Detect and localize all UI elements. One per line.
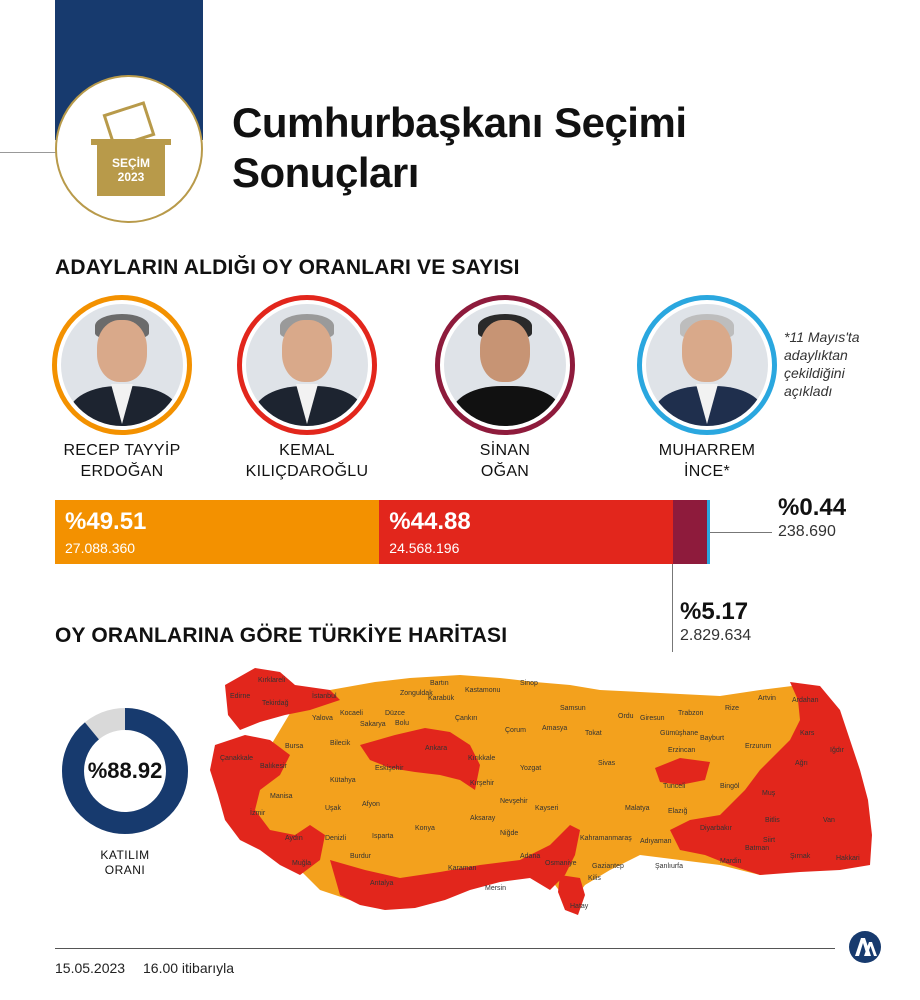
- province-label: Denizli: [325, 835, 347, 842]
- candidate-name-line2: KILIÇDAROĞLU: [245, 463, 369, 480]
- vote-share-bar: [55, 500, 710, 564]
- ogan-connector: [672, 564, 673, 652]
- note-line2: adaylıktan: [784, 347, 848, 363]
- province-label: Yozgat: [520, 765, 542, 772]
- province-label: Ardahan: [792, 697, 819, 704]
- province-label: Elazığ: [668, 808, 688, 815]
- province-label: Samsun: [560, 705, 586, 712]
- province-label: Batman: [745, 845, 770, 852]
- province-label: Balıkesir: [260, 763, 287, 770]
- province-label: Hatay: [570, 903, 589, 910]
- province-label: Aydın: [285, 835, 303, 842]
- note-line3: çekildiğini: [784, 365, 845, 381]
- candidate-photo-ince: [637, 295, 777, 435]
- province-label: Sivas: [598, 760, 616, 767]
- candidate-name-line1: KEMAL: [279, 442, 335, 459]
- bar-label-ince-pct: %0.44: [778, 494, 847, 521]
- aa-agency-logo: [848, 930, 882, 964]
- turnout-caption-line2: ORANI: [104, 863, 146, 877]
- bar-label-kilicdaroglu-pct: %44.88: [389, 508, 471, 535]
- province-label: İstanbul: [312, 693, 337, 700]
- turnout-caption: [60, 848, 190, 878]
- province-label: Osmaniye: [545, 860, 577, 867]
- province-label: Adana: [520, 853, 541, 860]
- bar-segment-ogan: [673, 500, 707, 564]
- province-label: Kırşehir: [470, 780, 495, 787]
- province-label: Sakarya: [360, 721, 386, 728]
- province-label: Düzce: [385, 710, 405, 717]
- province-label: Burdur: [350, 853, 372, 860]
- province-label: Iğdır: [830, 747, 845, 754]
- footer-rule: [55, 948, 835, 949]
- candidate-photo-kilicdaroglu: [237, 295, 377, 435]
- candidate-name-line2: ERDOĞAN: [80, 463, 164, 480]
- province-label: Tekirdağ: [262, 700, 289, 707]
- candidate-name-line1: MUHARREM: [658, 442, 756, 459]
- province-label: Siirt: [763, 837, 776, 844]
- province-label: Kilis: [588, 875, 601, 882]
- candidate-photo-erdogan: [52, 295, 192, 435]
- header-rule: [0, 152, 60, 153]
- section-title-candidates: ADAYLARIN ALDIĞI OY ORANLARI VE SAYISI: [55, 256, 520, 279]
- province-label: Mardin: [720, 858, 742, 865]
- logo-text-line1: SEÇİM: [111, 156, 150, 170]
- province-label: Bartın: [430, 680, 449, 687]
- candidate-name-kilicdaroglu: [222, 440, 392, 482]
- province-label: Bursa: [285, 743, 304, 750]
- province-label: Tokat: [585, 730, 602, 737]
- page-title: [232, 98, 686, 198]
- province-label: Kastamonu: [465, 687, 501, 694]
- province-label: Bitlis: [765, 817, 780, 824]
- withdrawal-note: [784, 328, 894, 400]
- province-label: Artvin: [758, 695, 776, 702]
- province-label: Karabük: [428, 695, 455, 702]
- bar-label-ogan-votes: 2.829.634: [680, 627, 752, 644]
- turnout-value: %88.92: [87, 758, 163, 783]
- province-label: Bayburt: [700, 735, 725, 742]
- province-label: Antalya: [370, 880, 394, 887]
- note-line1: *11 Mayıs'ta: [784, 329, 860, 345]
- province-label: Çankırı: [455, 715, 478, 722]
- province-label: Ordu: [618, 713, 634, 720]
- province-label: Isparta: [372, 833, 394, 840]
- province-label: Trabzon: [678, 710, 704, 717]
- candidate-name-erdogan: [37, 440, 207, 482]
- province-label: Muğla: [292, 860, 312, 867]
- province-label: Muş: [762, 790, 776, 797]
- province-label: Kütahya: [330, 777, 356, 784]
- province-label: Van: [823, 817, 835, 824]
- province-label: Kayseri: [535, 805, 559, 812]
- province-label: Eskişehir: [375, 765, 404, 772]
- candidate-name-ogan: [420, 440, 590, 482]
- turkey-results-map: [200, 660, 880, 925]
- candidate-name-ince: [622, 440, 792, 482]
- province-label: Tunceli: [663, 783, 686, 790]
- province-label: Aksaray: [470, 815, 496, 822]
- title-line1: Cumhurbaşkanı Seçimi: [232, 99, 687, 146]
- province-label: Erzurum: [745, 743, 772, 750]
- province-label: Niğde: [500, 830, 519, 837]
- province-label: İzmir: [250, 810, 266, 817]
- province-label: Amasya: [542, 725, 568, 732]
- election-logo: [55, 75, 203, 223]
- province-label: Sinop: [520, 680, 538, 687]
- province-label: Rize: [725, 705, 740, 712]
- footer-date: 15.05.2023: [55, 960, 126, 976]
- bar-segment-kilicdaroglu: [379, 500, 673, 564]
- logo-text-line2: 2023: [117, 170, 145, 184]
- province-label: Kırklareli: [258, 677, 286, 684]
- province-label: Şanlıurfa: [655, 863, 684, 870]
- province-label: Diyarbakır: [700, 825, 732, 832]
- province-label: Çorum: [505, 727, 527, 734]
- province-label: Giresun: [640, 715, 665, 722]
- province-label: Afyon: [362, 801, 380, 808]
- province-label: Ağrı: [795, 760, 808, 767]
- footer-time: 16.00 itibarıyla: [143, 960, 235, 976]
- province-label: Uşak: [325, 805, 341, 812]
- bar-label-ogan-pct: %5.17: [680, 598, 749, 625]
- province-label: Çanakkale: [220, 755, 254, 762]
- province-label: Şırnak: [790, 853, 811, 860]
- candidate-name-line2: OĞAN: [480, 463, 530, 480]
- section-title-map: OY ORANLARINA GÖRE TÜRKİYE HARİTASI: [55, 624, 508, 647]
- bar-segment-erdogan: [55, 500, 379, 564]
- province-label: Adıyaman: [640, 838, 672, 845]
- bar-label-erdogan-pct: %49.51: [65, 508, 147, 535]
- province-label: Hakkari: [836, 855, 860, 862]
- province-label: Gümüşhane: [660, 730, 699, 737]
- province-label: Kırıkkale: [468, 755, 496, 762]
- province-label: Mersin: [485, 885, 507, 892]
- province-label: Zonguldak: [400, 690, 433, 697]
- province-label: Malatya: [625, 805, 650, 812]
- bar-label-erdogan-votes: 27.088.360: [65, 540, 136, 556]
- candidate-name-line1: SİNAN: [479, 442, 531, 459]
- ince-connector: [710, 532, 772, 533]
- province-label: Karaman: [448, 865, 477, 872]
- province-label: Kocaeli: [340, 710, 363, 717]
- candidate-name-line2: İNCE*: [684, 463, 730, 480]
- ballot-box-icon: [97, 144, 165, 196]
- turnout-caption-line1: KATILIM: [100, 848, 150, 862]
- bar-label-ince-votes: 238.690: [778, 523, 836, 540]
- province-label: Konya: [415, 825, 435, 832]
- note-line4: açıkladı: [784, 383, 833, 399]
- candidate-photo-ogan: [435, 295, 575, 435]
- province-label: Kars: [800, 730, 815, 737]
- province-label: Bilecik: [330, 740, 351, 747]
- province-label: Edirne: [230, 693, 251, 700]
- candidate-name-line1: RECEP TAYYİP: [63, 442, 181, 459]
- province-label: Yalova: [312, 715, 333, 722]
- title-line2: Sonuçları: [232, 149, 419, 196]
- province-label: Ankara: [425, 745, 448, 752]
- province-label: Gaziantep: [592, 863, 624, 870]
- province-label: Bingöl: [720, 783, 740, 790]
- province-label: Manisa: [270, 793, 293, 800]
- province-label: Erzincan: [668, 747, 696, 754]
- province-label: Kahramanmaraş: [580, 835, 632, 842]
- bar-label-kilicdaroglu-votes: 24.568.196: [389, 540, 460, 556]
- province-label: Nevşehir: [500, 798, 528, 805]
- province-label: Bolu: [395, 720, 410, 727]
